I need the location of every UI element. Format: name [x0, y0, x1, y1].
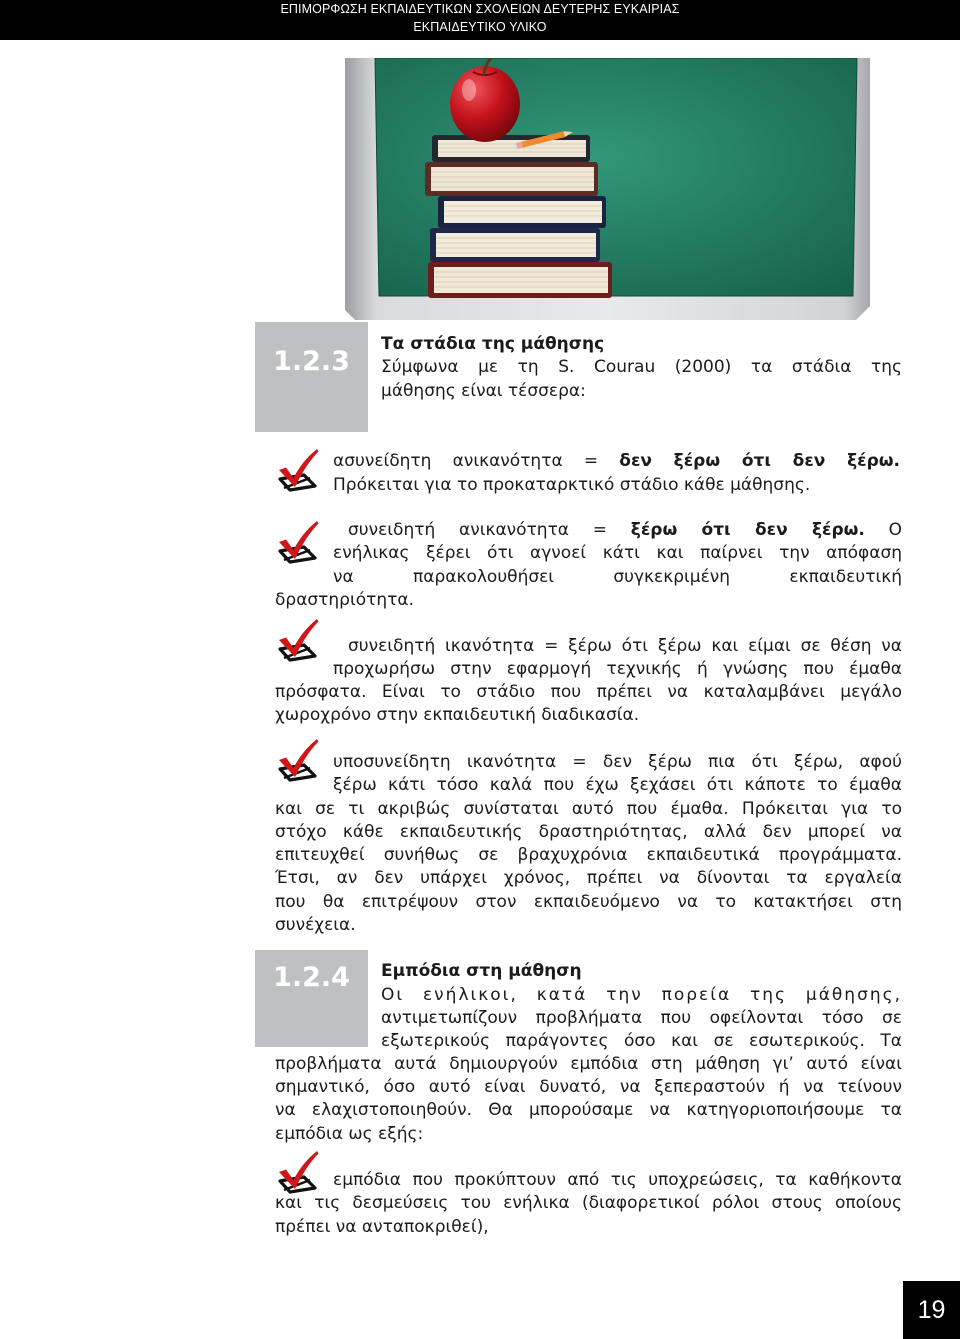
bullet-line: εμπόδια που προκύπτουν από τις υποχρεώσεις, τα καθήκοντα [333, 1170, 902, 1190]
stage-line [348, 519, 902, 542]
stage-line: στόχο κάθε εκπαιδευτικής δραστηριότητας, αλλά δεν μπορεί να [275, 822, 902, 842]
checkmark-icon [277, 618, 319, 662]
stage-line: συνέχεια. [275, 915, 356, 935]
stage-line: Έτσι, αν δεν υπάρχει χρόνος, πρέπει να δίνονται τα εργαλεία [275, 868, 902, 888]
book [430, 228, 600, 262]
checkmark-icon [277, 1150, 319, 1194]
paragraph-line: Οι ενήλικοι, κατά την πορεία της μάθησης, [381, 985, 902, 1005]
stage-line: δραστηριότητα. [275, 590, 414, 610]
paragraph-line: προβλήματα αυτά δημιουργούν εμπόδια στη μάθηση γι’ αυτό είναι [275, 1054, 902, 1074]
stage-line: υποσυνείδητη ικανότητα = δεν ξέρω πια ότι ξέρω, αφού [333, 752, 902, 772]
book [438, 196, 606, 228]
section-title: Τα στάδια της μάθησης [381, 334, 605, 354]
section-number: 1.2.3 [273, 346, 350, 377]
stage-line: ενήλικας ξέρει ότι αγνοεί κάτι και παίρνει την απόφαση [333, 543, 902, 563]
stage-line: που θα επιτρέψουν στον εκπαιδευόμενο να το κατακτήσει στη [275, 892, 902, 912]
page-number: 19 [903, 1281, 960, 1339]
book [432, 135, 590, 162]
intro-line: μάθησης είναι τέσσερα: [381, 381, 586, 401]
stage-term: συνειδητή ανικανότητα = [348, 520, 608, 540]
laptop-illustration [345, 58, 870, 320]
stage-definition: ξέρω ότι δεν ξέρω. [630, 520, 865, 540]
stage-term: ασυνείδητη ανικανότητα = [333, 451, 599, 471]
page-header [0, 0, 960, 40]
book-stack [425, 135, 612, 298]
stage-line: επιτευχθεί συνήθως σε βραχυχρόνια εκπαιδευτικά προγράμματα. [275, 845, 902, 865]
stage-tail: Ο [888, 520, 903, 540]
stage-line: πρόσφατα. Είναι το στάδιο που πρέπει να καταλαμβάνει μεγάλο [275, 682, 902, 702]
stage-line: προχωρήσω στην εφαρμογή τεχνικής ή γνώσης που έμαθα [333, 659, 902, 679]
paragraph-line: εμπόδια ως εξής: [275, 1124, 424, 1144]
paragraph-line: σημαντικό, όσο αυτό είναι δυνατό, να ξεπεραστούν ή να τείνουν [275, 1077, 902, 1097]
stage-definition: δεν ξέρω ότι δεν ξέρω. [619, 451, 900, 471]
header-subtitle: ΕΚΠΑΙΔΕΥΤΙΚΟ ΥΛΙΚΟ [413, 20, 547, 34]
book [428, 262, 612, 298]
stage-line: ξέρω κάτι τόσο καλά που έχω ξεχάσει ότι κάποτε το έμαθα [333, 775, 902, 795]
stage-line: συνειδητή ικανότητα = ξέρω ότι ξέρω και είμαι σε θέση να [348, 636, 902, 656]
book [425, 162, 598, 196]
checkmark-icon [277, 520, 319, 564]
paragraph-line: αντιμετωπίζουν προβλήματα που οφείλονται τόσο σε [381, 1008, 902, 1028]
paragraph-line: εξωτερικούς παράγοντες όσο και σε εσωτερικούς. Τα [381, 1031, 902, 1051]
stage-line [333, 450, 900, 473]
section-title: Εμπόδια στη μάθηση [381, 961, 582, 981]
bullet-line: πρέπει να ανταποκριθεί), [275, 1217, 489, 1237]
checkmark-icon [277, 448, 319, 492]
header-title: ΕΠΙΜΟΡΦΩΣΗ ΕΚΠΑΙΔΕΥΤΙΚΩΝ ΣΧΟΛΕΙΩΝ ΔΕΥΤΕΡΗΣ ΕΥΚΑΙΡΙΑΣ [280, 2, 680, 16]
stage-line: χωροχρόνο στην εκπαιδευτική διαδικασία. [275, 705, 640, 725]
paragraph-line: να ελαχιστοποιηθούν. Θα μπορούσαμε να κατηγοριοποιήσουμε τα [275, 1100, 902, 1120]
stage-line: να παρακολουθήσει συγκεκριμένη εκπαιδευτική [333, 567, 902, 587]
intro-line: Σύμφωνα με τη S. Courau (2000) τα στάδια της [381, 357, 902, 377]
stage-line: Πρόκειται για το προκαταρκτικό στάδιο κάθε μάθησης. [333, 475, 811, 495]
checkmark-icon [277, 738, 319, 782]
section-number: 1.2.4 [273, 962, 350, 993]
bullet-line: και τις δεσμεύσεις του ενήλικα (διαφορετικοί ρόλοι στους οποίους [275, 1193, 902, 1213]
stage-line: και σε τι ακριβώς συνίσταται αυτό που έμαθα. Πρόκειται για το [275, 799, 902, 819]
